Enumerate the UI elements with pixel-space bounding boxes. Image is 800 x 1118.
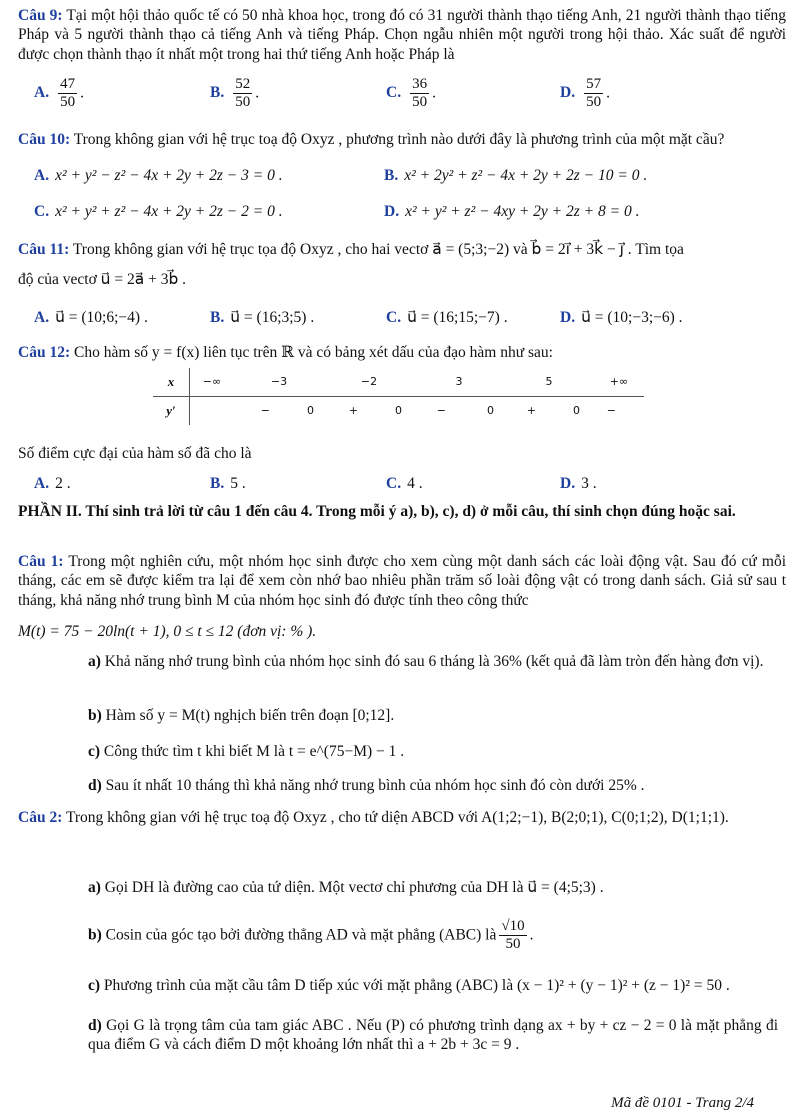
- numerator: 52: [233, 76, 252, 94]
- q12-option-d[interactable]: [560, 474, 597, 493]
- option-label: B.: [210, 475, 225, 492]
- q10-option-a[interactable]: [34, 166, 283, 185]
- sign-table-header: x: [153, 368, 190, 397]
- option-text: x² + 2y² + z² − 4x + 2y + 2z − 10 = 0 .: [404, 167, 648, 184]
- question-12: [18, 343, 786, 362]
- denominator: 50: [412, 94, 428, 111]
- question-label: Câu 11:: [18, 241, 70, 258]
- statement-text: Sau ít nhất 10 tháng thì khả năng nhớ trung bình của nhóm học sinh đó còn dưới 25% .: [105, 777, 645, 794]
- option-label: A.: [34, 475, 50, 492]
- fraction: [584, 76, 603, 112]
- denominator: 50: [235, 94, 251, 111]
- statement-label: d): [88, 1017, 102, 1034]
- sign-value: +: [526, 404, 536, 418]
- option-text: 5 .: [230, 475, 246, 492]
- option-label: A.: [34, 167, 50, 184]
- statement-text: Khả năng nhớ trung bình của nhóm học sinh đó sau 6 tháng là 36% (kết quả đã làm tròn đến hàng đơn vị).: [104, 653, 764, 670]
- statement-label: b): [88, 707, 102, 724]
- sign-value: +: [348, 404, 358, 418]
- statement-b[interactable]: [88, 918, 778, 954]
- question-12-prompt: [18, 444, 786, 463]
- question-9: [18, 6, 786, 64]
- question-text: Trong không gian với hệ trục toạ độ Oxyz , cho tứ diện ABCD với A(1;2;−1), B(2;0;1), C(0;1;2), D(1;1;1).: [65, 809, 729, 826]
- statement-label: a): [88, 653, 101, 670]
- q10-option-c[interactable]: [34, 202, 283, 221]
- q9-option-a[interactable]: A. $\frac{47}{50}$ .: [34, 76, 84, 111]
- sign-value: 0: [395, 404, 402, 418]
- statement-a[interactable]: [88, 878, 778, 897]
- sign-table-row-y: [153, 397, 644, 426]
- option-text: u⃗ = (16;3;5) .: [230, 309, 315, 326]
- option-label: B.: [384, 167, 399, 184]
- q9-option-c[interactable]: C. $\frac{36}{50}$ .: [386, 76, 436, 111]
- q11-option-c[interactable]: [386, 308, 508, 327]
- statement-label: c): [88, 977, 101, 994]
- sign-table-values: [190, 397, 645, 426]
- sign-value: 0: [573, 404, 580, 418]
- option-label: A.: [34, 84, 50, 102]
- question-label: Câu 2:: [18, 809, 63, 826]
- denominator: 50: [60, 94, 76, 111]
- statement-text: Gọi DH là đường cao của tứ diện. Một vectơ chỉ phương của DH là u⃗ = (4;5;3) .: [104, 879, 604, 896]
- option-label: D.: [560, 475, 576, 492]
- fraction: [410, 76, 429, 112]
- option-text: 3 .: [581, 475, 597, 492]
- statement-text: Công thức tìm t khi biết M là t = e^(75−M) − 1 .: [103, 743, 405, 760]
- statement-text: Cosin của góc tạo bởi đường thẳng AD và mặt phẳng (ABC) là: [105, 926, 497, 944]
- sign-table-cell: −3: [234, 368, 324, 397]
- q11-option-d[interactable]: [560, 308, 683, 327]
- q12-option-b[interactable]: [210, 474, 246, 493]
- q10-option-b[interactable]: [384, 166, 647, 185]
- statement-label: d): [88, 777, 102, 794]
- sign-table-cell: +∞: [594, 368, 644, 397]
- statement-label: c): [88, 743, 101, 760]
- option-label: D.: [560, 84, 576, 102]
- formula: M(t) = 75 − 20ln(t + 1), 0 ≤ t ≤ 12 (đơn vị: % ).: [18, 623, 317, 640]
- option-label: B.: [210, 84, 225, 102]
- option-label: C.: [34, 203, 50, 220]
- question-label: Câu 1:: [18, 553, 64, 570]
- part-2-heading: PHẦN II. Thí sinh trả lời từ câu 1 đến câu 4. Trong mỗi ý a), b), c), d) ở mỗi câu, thí sinh chọn đúng hoặc sai.: [18, 503, 736, 520]
- q10-option-d[interactable]: [384, 202, 639, 221]
- option-label: D.: [560, 309, 576, 326]
- option-label: A.: [34, 309, 50, 326]
- statement-c[interactable]: [88, 742, 778, 761]
- sign-value: −: [260, 404, 270, 418]
- option-text: x² + y² + z² − 4x + 2y + 2z − 2 = 0 .: [55, 203, 283, 220]
- statement-b[interactable]: [88, 706, 778, 725]
- numerator: 47: [58, 76, 77, 94]
- sign-table-cell: 3: [414, 368, 504, 397]
- question-text: độ của vectơ u⃗ = 2a⃗ + 3b⃗ .: [18, 271, 187, 288]
- statement-text: Gọi G là trọng tâm của tam giác ABC . Nếu (P) có phương trình dạng ax + by + cz − 2 = 0 là mặt phẳng đi qua điểm G và cách điểm D một khoảng lớn nhất thì a + 2b + 3c = 9 .: [88, 1017, 778, 1054]
- question-10: [18, 130, 786, 149]
- sign-table: [153, 368, 644, 425]
- numerator: 57: [584, 76, 603, 94]
- question-label: Câu 9:: [18, 7, 63, 24]
- option-label: C.: [386, 84, 402, 102]
- question-label: Câu 10:: [18, 131, 71, 148]
- option-text: u⃗ = (16;15;−7) .: [407, 309, 508, 326]
- option-label: C.: [386, 309, 402, 326]
- fraction: [499, 918, 526, 954]
- question-label: Câu 12:: [18, 344, 71, 361]
- q12-option-c[interactable]: [386, 474, 423, 493]
- question-11-cont: [18, 270, 786, 289]
- part2-question-2: [18, 808, 786, 827]
- statement-text: Hàm số y = M(t) nghịch biến trên đoạn [0;12].: [105, 707, 395, 724]
- option-text: x² + y² − z² − 4x + 2y + 2z − 3 = 0 .: [55, 167, 283, 184]
- statement-c[interactable]: [88, 976, 778, 995]
- question-text: Số điểm cực đại của hàm số đã cho là: [18, 445, 252, 462]
- statement-label: b): [88, 926, 102, 944]
- statement-text: Phương trình của mặt cầu tâm D tiếp xúc với mặt phẳng (ABC) là (x − 1)² + (y − 1)² + (z − 1)² = 50 .: [103, 977, 730, 994]
- sign-table-header: y′: [153, 397, 190, 426]
- statement-d[interactable]: [88, 1016, 778, 1055]
- question-text: Trong không gian với hệ trục tọa độ Oxyz , cho hai vectơ a⃗ = (5;3;−2) và b⃗ = 2i⃗ + 3k⃗ − j⃗ . Tìm tọa: [72, 241, 684, 258]
- fraction: [58, 76, 77, 112]
- part2-question-1: [18, 552, 786, 610]
- sign-table-cell: 5: [504, 368, 594, 397]
- sign-table-cell: −2: [324, 368, 414, 397]
- option-text: x² + y² + z² − 4xy + 2y + 2z + 8 = 0 .: [405, 203, 640, 220]
- option-text: 2 .: [55, 475, 71, 492]
- option-text: 4 .: [407, 475, 423, 492]
- option-label: C.: [386, 475, 402, 492]
- sign-value: 0: [307, 404, 314, 418]
- q12-option-a[interactable]: [34, 474, 71, 493]
- option-text: u⃗ = (10;−3;−6) .: [581, 309, 683, 326]
- statement-a[interactable]: [88, 652, 778, 671]
- q11-option-b[interactable]: [210, 308, 314, 327]
- q9-option-b[interactable]: B. $\frac{52}{50}$ .: [210, 76, 260, 111]
- option-label: D.: [384, 203, 400, 220]
- question-text: Trong không gian với hệ trục toạ độ Oxyz , phương trình nào dưới đây là phương trình của một mặt cầu?: [73, 131, 725, 148]
- q9-option-d[interactable]: D. $\frac{57}{50}$ .: [560, 76, 610, 111]
- sign-table-row-x: [153, 368, 644, 397]
- numerator: 36: [410, 76, 429, 94]
- statement-d[interactable]: [88, 776, 778, 795]
- statement-text: .: [529, 926, 534, 944]
- option-text: u⃗ = (10;6;−4) .: [55, 309, 148, 326]
- fraction: [233, 76, 252, 112]
- question-text: Tại một hội thảo quốc tế có 50 nhà khoa học, trong đó có 31 người thành thạo tiếng Anh, 21 người thành thạo tiếng Pháp và 5 người thành thạo cả tiếng Anh và tiếng Pháp. Chọn ngẫu nhiên một người trong hội thảo. Xác suất để người được chọn thành thạo ít nhất một trong hai thứ tiếng Anh hoặc Pháp là: [18, 7, 786, 63]
- sign-value: −: [436, 404, 446, 418]
- question-11: [18, 240, 786, 259]
- sign-value: 0: [487, 404, 494, 418]
- option-label: B.: [210, 309, 225, 326]
- denominator: 50: [505, 936, 521, 953]
- numerator: √10: [499, 918, 526, 936]
- denominator: 50: [586, 94, 602, 111]
- sign-value: −: [606, 404, 616, 418]
- question-text: Trong một nghiên cứu, một nhóm học sinh được cho xem cùng một danh sách các loài động vật. Sau đó cứ mỗi tháng, các em sẽ được kiểm tra lại để xem còn nhớ bao nhiêu phần trăm số loài động vật có trong danh sách. Giả sử sau t tháng, khả năng nhớ trung bình M của nhóm học sinh đó được tính theo công thức: [18, 553, 786, 609]
- page-footer: Mã đề 0101 - Trang 2/4: [611, 1095, 754, 1111]
- q11-option-a[interactable]: [34, 308, 148, 327]
- question-text: Cho hàm số y = f(x) liên tục trên ℝ và có bảng xét dấu của đạo hàm như sau:: [73, 344, 553, 361]
- statement-label: a): [88, 879, 101, 896]
- sign-table-cell: −∞: [190, 368, 235, 397]
